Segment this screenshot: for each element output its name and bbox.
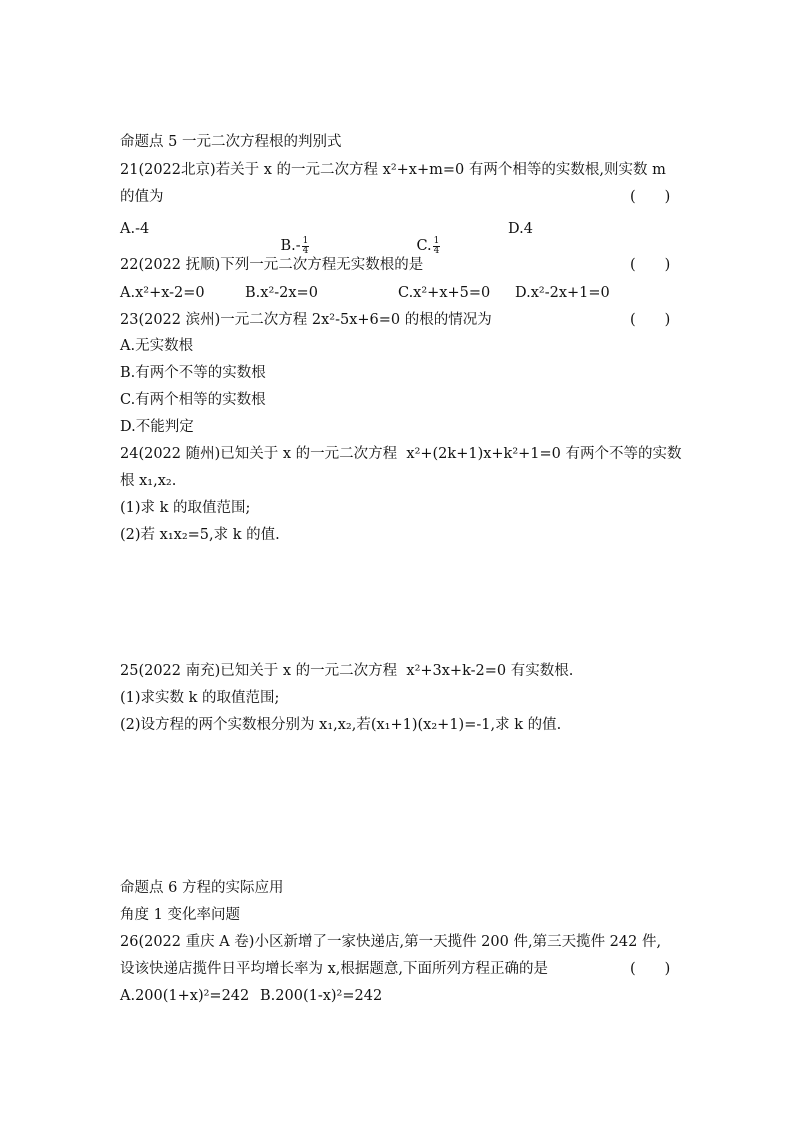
q24-part1: (1)求 k 的取值范围; (120, 500, 251, 516)
q25-part1: (1)求实数 k 的取值范围; (120, 690, 280, 706)
q21-option-c-prefix: C. (416, 238, 432, 254)
q22-answer-paren: ( ) (630, 257, 671, 273)
q25-stem: 25(2022 南充)已知关于 x 的一元二次方程 x²+3x+k-2=0 有实数根. (120, 663, 574, 679)
q21-option-b-denominator: 4 (302, 245, 309, 256)
q26-answer-paren: ( ) (630, 961, 671, 977)
q21-option-d: D.4 (508, 221, 533, 237)
section6-subheading: 角度 1 变化率问题 (120, 907, 240, 923)
q24-stem-line2: 根 x₁,x₂. (120, 473, 177, 489)
q21-option-b-prefix: B.- (280, 238, 301, 254)
section6-heading: 命题点 6 方程的实际应用 (120, 880, 284, 896)
q23-answer-paren: ( ) (630, 312, 671, 328)
q22-stem: 22(2022 抚顺)下列一元二次方程无实数根的是 (120, 257, 424, 273)
q26-stem-line1: 26(2022 重庆 A 卷)小区新增了一家快递店,第一天揽件 200 件,第三天揽件 242 件, (120, 934, 662, 950)
q24-part2: (2)若 x₁x₂=5,求 k 的值. (120, 527, 280, 543)
q25-part2: (2)设方程的两个实数根分别为 x₁,x₂,若(x₁+1)(x₂+1)=-1,求 k 的值. (120, 717, 562, 733)
q23-option-a: A.无实数根 (120, 338, 194, 354)
q21-answer-paren: ( ) (630, 189, 671, 205)
q21-option-c-denominator: 4 (433, 245, 440, 256)
section5-heading: 命题点 5 一元二次方程根的判别式 (120, 134, 342, 150)
q21-stem-line2: 的值为 (120, 189, 164, 205)
q23-option-b: B.有两个不等的实数根 (120, 365, 266, 381)
q23-option-c: C.有两个相等的实数根 (120, 392, 266, 408)
q22-option-d: D.x²-2x+1=0 (515, 285, 610, 301)
q21-option-c-fraction (433, 237, 441, 256)
q21-option-a: A.-4 (120, 221, 150, 237)
q22-option-b: B.x²-2x=0 (245, 285, 318, 301)
q23-option-d: D.不能判定 (120, 419, 194, 435)
q24-stem-line1: 24(2022 随州)已知关于 x 的一元二次方程 x²+(2k+1)x+k²+1=0 有两个不等的实数 (120, 446, 682, 462)
q21-option-c-numerator: 1 (433, 235, 440, 246)
q21-option-b-fraction (302, 237, 310, 256)
q26-option-b: B.200(1-x)²=242 (260, 988, 383, 1004)
q26-option-a: A.200(1+x)²=242 (120, 988, 250, 1004)
q22-option-a: A.x²+x-2=0 (120, 285, 205, 301)
q22-option-c: C.x²+x+5=0 (398, 285, 491, 301)
q21-option-b-numerator: 1 (302, 235, 309, 246)
q26-stem-line2: 设该快递店揽件日平均增长率为 x,根据题意,下面所列方程正确的是 (120, 961, 549, 977)
q23-stem: 23(2022 滨州)一元二次方程 2x²-5x+6=0 的根的情况为 (120, 312, 492, 328)
q21-stem-line1: 21(2022北京)若关于 x 的一元二次方程 x²+x+m=0 有两个相等的实数根,则实数 m (120, 162, 666, 178)
